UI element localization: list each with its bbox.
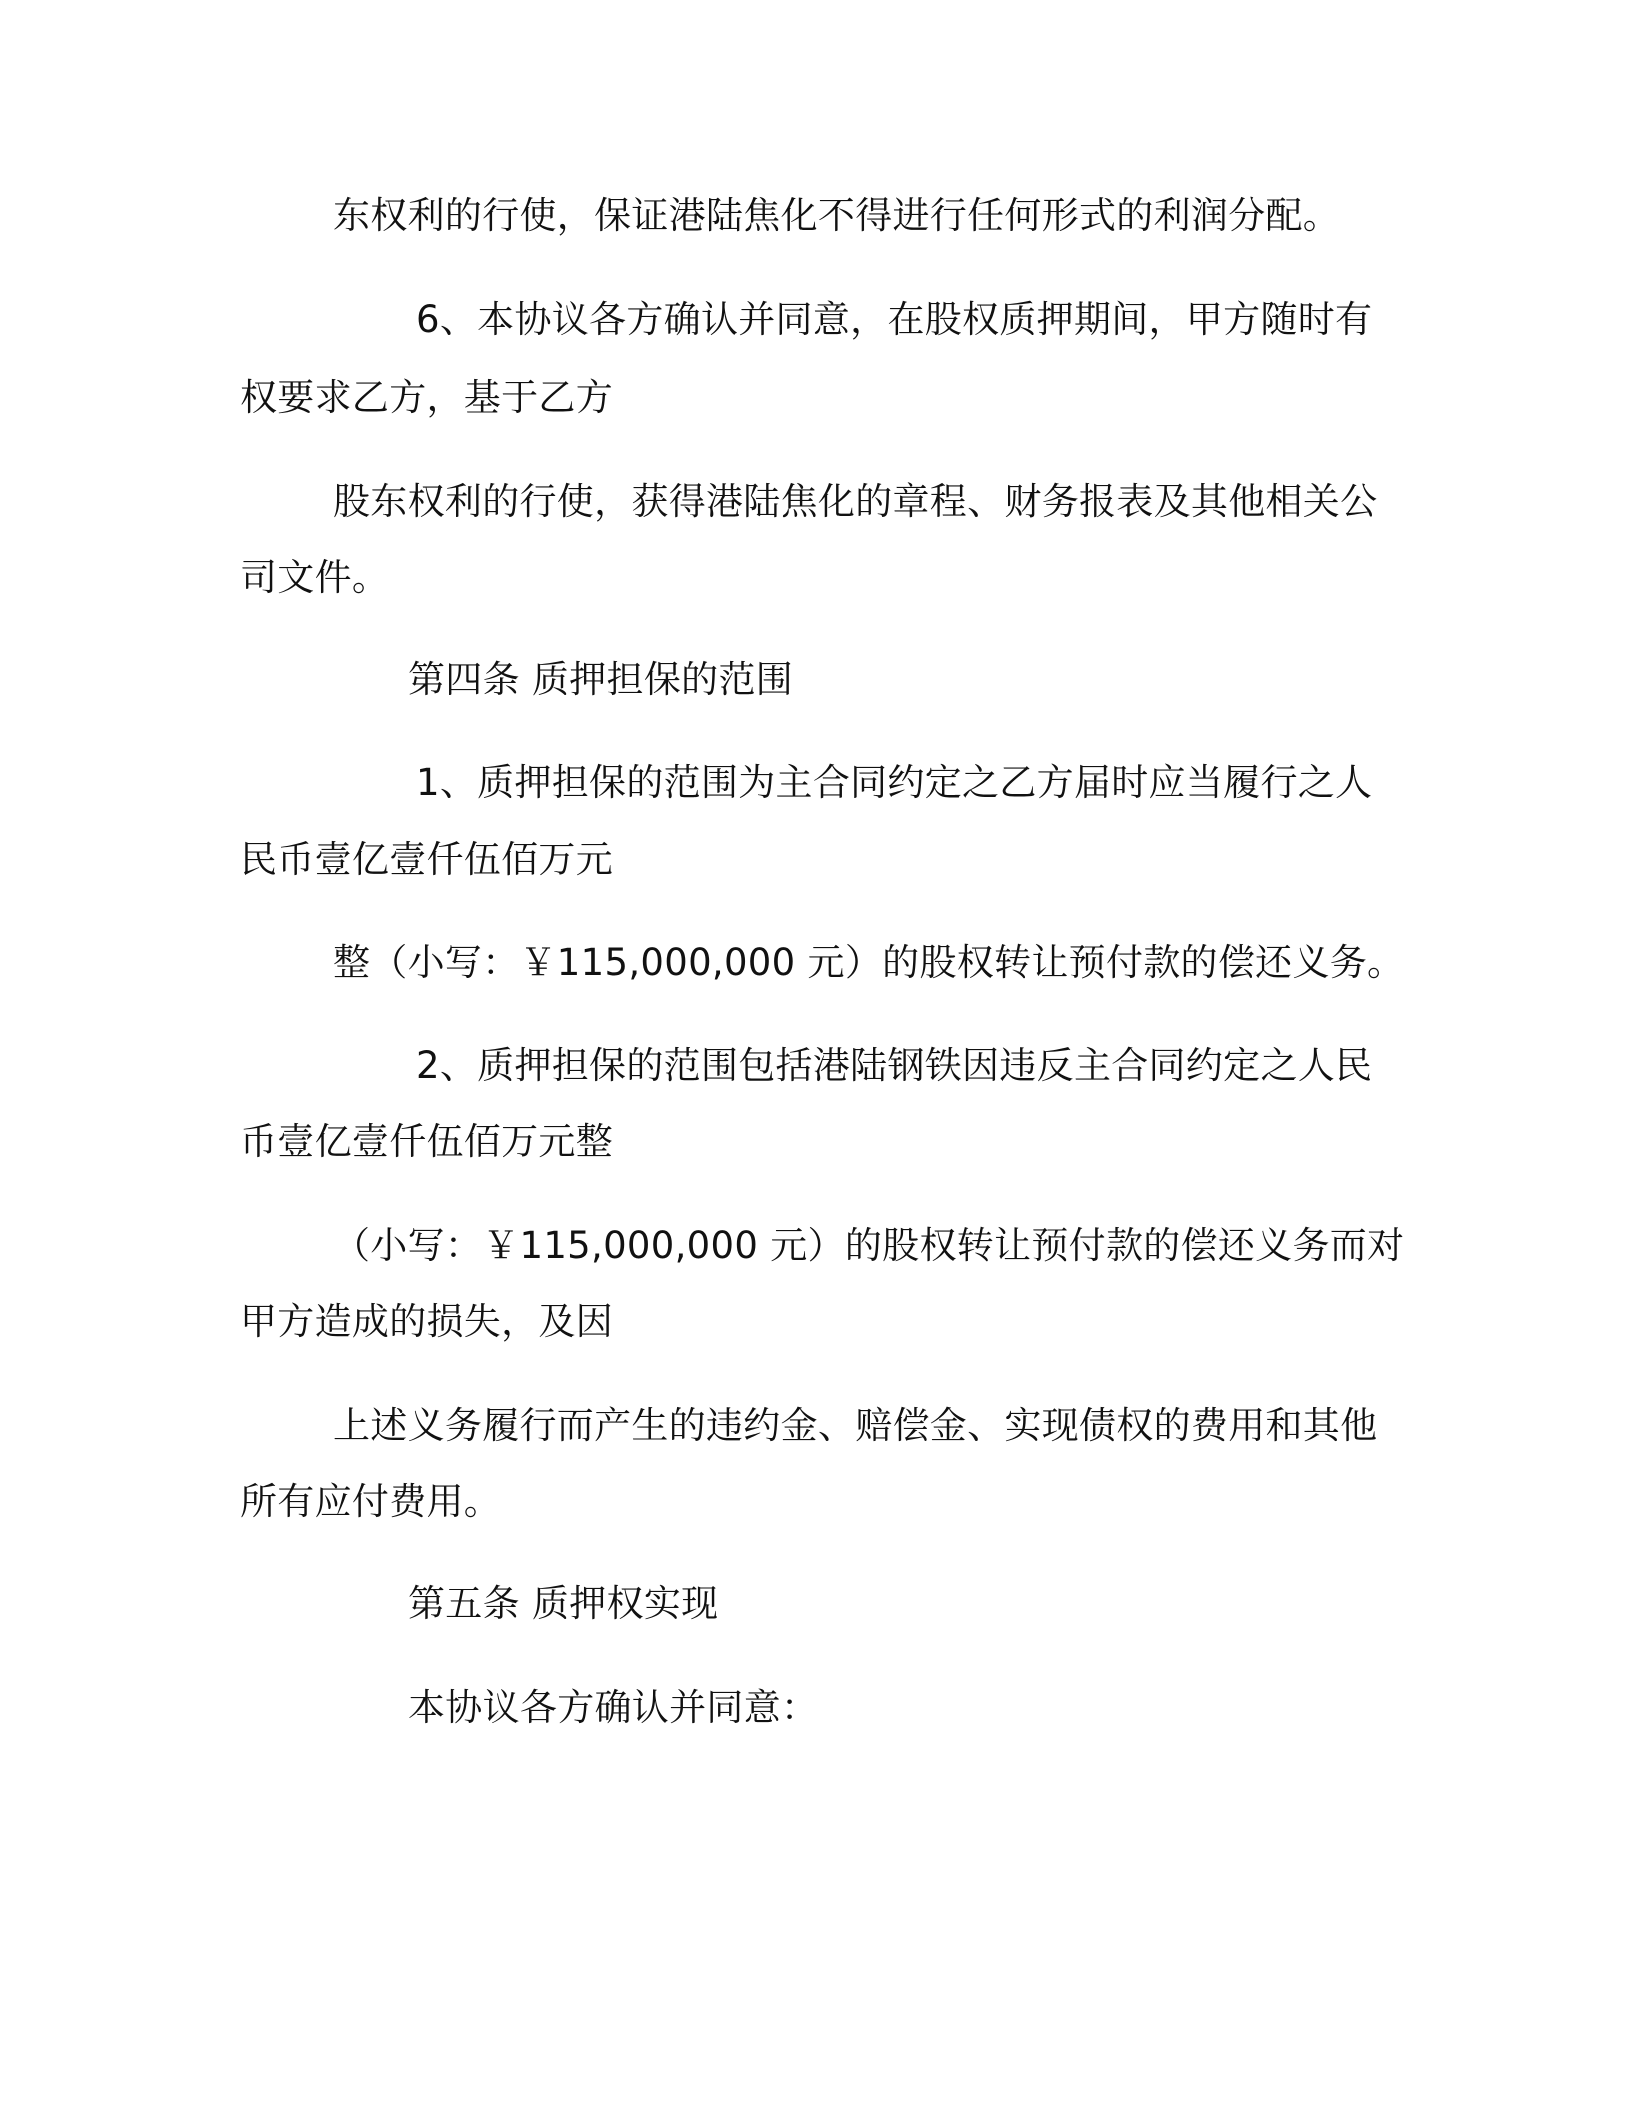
text-line: 币壹亿壹仟伍佰万元整 [240, 1120, 613, 1163]
text-line: 民币壹亿壹仟伍佰万元 [240, 838, 613, 881]
text-line: （小写：￥115,000,000 元）的股权转让预付款的偿还义务而对 [333, 1224, 1405, 1267]
text-line: 所有应付费用。 [240, 1480, 502, 1523]
text-line: 本协议各方确认并同意： [408, 1686, 819, 1729]
text-line: 东权利的行使，保证港陆焦化不得进行任何形式的利润分配。 [333, 194, 1341, 237]
text-line: 股东权利的行使，获得港陆焦化的章程、财务报表及其他相关公 [333, 480, 1378, 523]
text-line: 权要求乙方，基于乙方 [240, 376, 613, 419]
text-line: 司文件。 [240, 556, 390, 599]
text-line: 甲方造成的损失，及因 [240, 1300, 613, 1343]
text-line: 整（小写：￥115,000,000 元）的股权转让预付款的偿还义务。 [333, 941, 1405, 984]
text-line: 2、质押担保的范围包括港陆钢铁因违反主合同约定之人民 [416, 1044, 1373, 1087]
text-line: 1、质押担保的范围为主合同约定之乙方届时应当履行之人 [416, 761, 1373, 804]
section-heading: 第五条 质押权实现 [408, 1582, 719, 1625]
section-heading: 第四条 质押担保的范围 [408, 658, 794, 701]
text-line: 6、本协议各方确认并同意，在股权质押期间，甲方随时有 [416, 298, 1373, 341]
text-line: 上述义务履行而产生的违约金、赔偿金、实现债权的费用和其他 [333, 1404, 1378, 1447]
